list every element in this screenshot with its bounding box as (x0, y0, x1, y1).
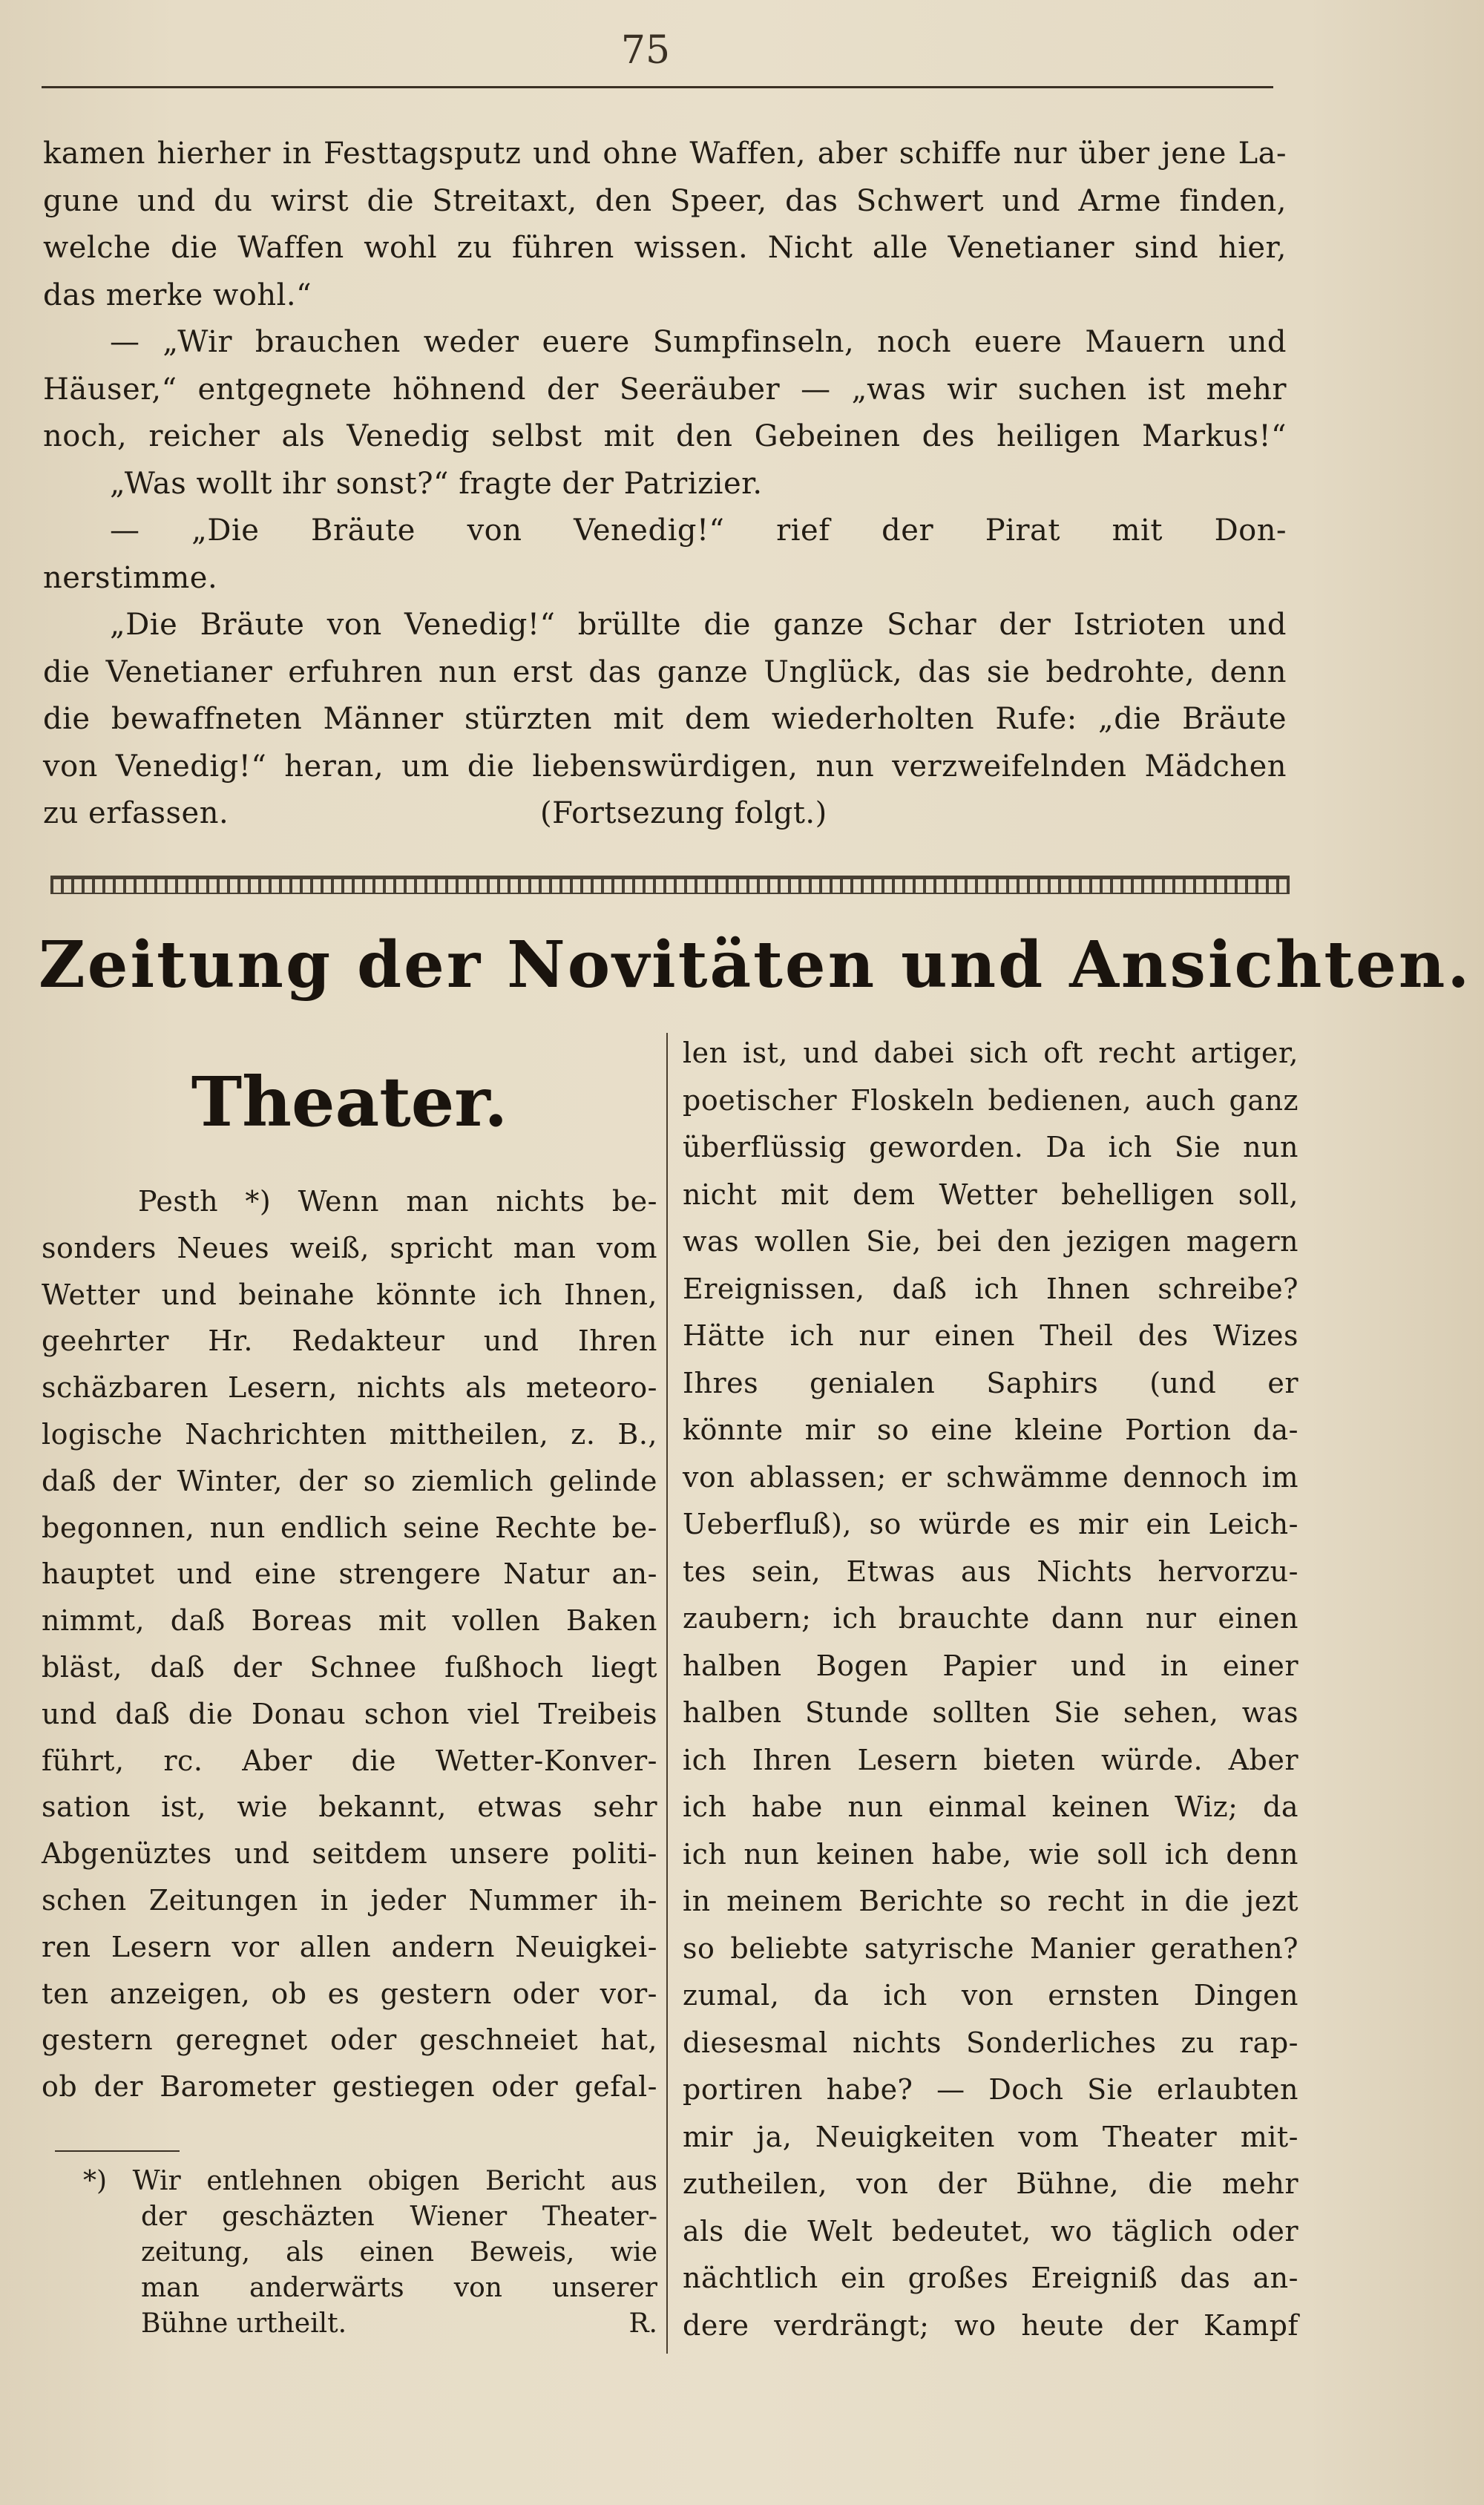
story-line: die Venetianer erfuhren nun erst das ganze Unglück, das sie bedrohte, denn (43, 654, 1287, 689)
column-line: ren Lesern vor allen andern Neuigkei- (42, 1930, 657, 1963)
column-line: zumal, da ich von ernsten Dingen (683, 1979, 1298, 2012)
column-line: schäzbaren Lesern, nichts als meteoro- (42, 1371, 657, 1405)
column-line: len ist, und dabei sich oft recht artiger, (683, 1037, 1298, 1069)
continuation-note: (Fortsezung folgt.) (540, 796, 827, 830)
column-line: zutheilen, von der Bühne, die mehr (683, 2167, 1298, 2200)
column-line: überflüssig geworden. Da ich Sie nun (683, 1131, 1298, 1163)
story-line: von Venedig!“ heran, um die liebenswürdigen, nun verzweifelnden Mädchen (43, 749, 1287, 784)
column-line: portiren habe? — Doch Sie erlaubten (683, 2073, 1298, 2106)
column-line: daß der Winter, der so ziemlich gelinde (42, 1464, 657, 1497)
column-line: halben Stunde sollten Sie sehen, was (683, 1696, 1298, 1729)
column-line: sation ist, wie bekannt, etwas sehr (42, 1790, 657, 1824)
story-text (43, 131, 1287, 838)
column-line: Ereignissen, daß ich Ihnen schreibe? (683, 1272, 1298, 1305)
footnote-rule (55, 2150, 180, 2152)
footnote-line-text: Bühne urtheilt. (141, 2308, 347, 2339)
column-line: Wetter und beinahe könnte ich Ihnen, (42, 1278, 657, 1311)
story-line: kamen hierher in Festtagsputz und ohne Waffen, aber schiffe nur über jene La- (43, 137, 1287, 171)
column-line: Ihres genialen Saphirs (und er (683, 1366, 1298, 1399)
column-line: nicht mit dem Wetter behelligen soll, (683, 1178, 1298, 1211)
column-line: in meinem Berichte so recht in die jezt (683, 1885, 1298, 1917)
footnote-line: zeitung, als einen Beweis, wie (141, 2237, 657, 2268)
footnote-line: der geschäzten Wiener Theater- (141, 2202, 657, 2232)
story-line: gune und du wirst die Streitaxt, den Speer, das Schwert und Arme finden, (43, 183, 1287, 218)
column-line: mir ja, Neuigkeiten vom Theater mit- (683, 2120, 1298, 2153)
story-line: welche die Waffen wohl zu führen wissen. Nicht alle Venetianer sind hier, (43, 231, 1287, 265)
footnote-line: *) Wir entlehnen obigen Bericht aus (83, 2166, 657, 2196)
story-line: nerstimme. (43, 560, 218, 595)
column-line: von ablassen; er schwämme dennoch im (683, 1460, 1298, 1494)
column-line: diesesmal nichts Sonderliches zu rap- (683, 2026, 1298, 2059)
column-line: nächtlich ein großes Ereigniß das an- (683, 2262, 1298, 2294)
column-line: ten anzeigen, ob es gestern oder vor- (42, 1977, 657, 2010)
column-line: Hätte ich nur einen Theil des Wizes (683, 1319, 1298, 1352)
column-line: bläst, daß der Schnee fußhoch liegt (42, 1650, 657, 1684)
story-line: noch, reicher als Venedig selbst mit den Gebeinen des heiligen Markus!“ (43, 419, 1287, 453)
column-line: ich nun keinen habe, wie soll ich denn (683, 1837, 1298, 1871)
column-line: ob der Barometer gestiegen oder gefal- (42, 2070, 657, 2104)
story-line: die bewaffneten Männer stürzten mit dem wiederholten Rufe: „die Bräute (43, 702, 1287, 736)
column-line: hauptet und eine strengere Natur an- (42, 1557, 657, 1591)
column-line: führt, rc. Aber die Wetter-Konver- (42, 1744, 657, 1777)
column-line: ich habe nun einmal keinen Wiz; da (683, 1790, 1298, 1823)
column-line: ich Ihren Lesern bieten würde. Aber (683, 1743, 1298, 1776)
column-line: dere verdrängt; wo heute der Kampf (683, 2308, 1298, 2342)
footnote-line: man anderwärts von unserer (141, 2273, 657, 2303)
column-line: logische Nachrichten mittheilen, z. B., (42, 1417, 657, 1451)
story-line: „Die Bräute von Venedig!“ brüllte die ganze Schar der Istrioten und (110, 608, 1287, 642)
column-line: Ueberfluß), so würde es mir ein Leich- (683, 1508, 1298, 1540)
column-line: poetischer Floskeln bedienen, auch ganz (683, 1083, 1298, 1117)
section-ornament-rule (50, 876, 1290, 894)
column-line: nimmt, daß Boreas mit vollen Baken (42, 1604, 657, 1638)
column-line: halben Bogen Papier und in einer (683, 1649, 1298, 1682)
right-column (683, 1030, 1298, 2349)
story-line: — „Die Bräute von Venedig!“ rief der Pirat mit Don- (110, 513, 1287, 548)
footnote-signature: R. (628, 2308, 657, 2339)
footnote (49, 2164, 657, 2342)
story-line-final (43, 790, 1287, 838)
column-line: als die Welt bedeutet, wo täglich oder (683, 2214, 1298, 2248)
column-line: sonders Neues weiß, spricht man vom (42, 1231, 657, 1264)
page-number: 75 (620, 28, 671, 73)
column-line: tes sein, Etwas aus Nichts hervorzu- (683, 1554, 1298, 1588)
column-line: schen Zeitungen in jeder Nummer ih- (42, 1883, 657, 1917)
story-line: Häuser,“ entgegnete höhnend der Seeräuber — „was wir suchen ist mehr (43, 372, 1287, 407)
header-rule (42, 86, 1273, 88)
column-line: so beliebte satyrische Manier gerathen? (683, 1931, 1298, 1965)
column-line: geehrter Hr. Redakteur und Ihren (42, 1324, 657, 1358)
column-line: begonnen, nun endlich seine Rechte be- (42, 1511, 657, 1544)
column-line: zaubern; ich brauchte dann nur einen (683, 1602, 1298, 1635)
column-line: gestern geregnet oder geschneiet hat, (42, 2023, 657, 2057)
column-line: Abgenüztes und seitdem unsere politi- (42, 1837, 657, 1871)
column-line: Pesth *) Wenn man nichts be- (138, 1185, 657, 1218)
column-line: und daß die Donau schon viel Treibeis (42, 1697, 657, 1730)
story-line: — „Wir brauchen weder euere Sumpfinseln, noch euere Mauern und (110, 325, 1287, 359)
left-column (42, 1046, 657, 2110)
story-line: „Was wollt ihr sonst?“ fragte der Patrizier. (110, 466, 763, 501)
column-line: könnte mir so eine kleine Portion da- (683, 1414, 1298, 1446)
story-line: das merke wohl.“ (43, 278, 312, 312)
footnote-line-final (49, 2306, 657, 2342)
column-divider (666, 1033, 668, 2354)
story-line-text: zu erfassen. (43, 796, 229, 830)
section-heading: Zeitung der Novitäten und Ansichten. (39, 928, 1472, 1002)
column-line: was wollen Sie, bei den jezigen magern (683, 1225, 1298, 1258)
column-heading: Theater. (191, 1062, 508, 1142)
